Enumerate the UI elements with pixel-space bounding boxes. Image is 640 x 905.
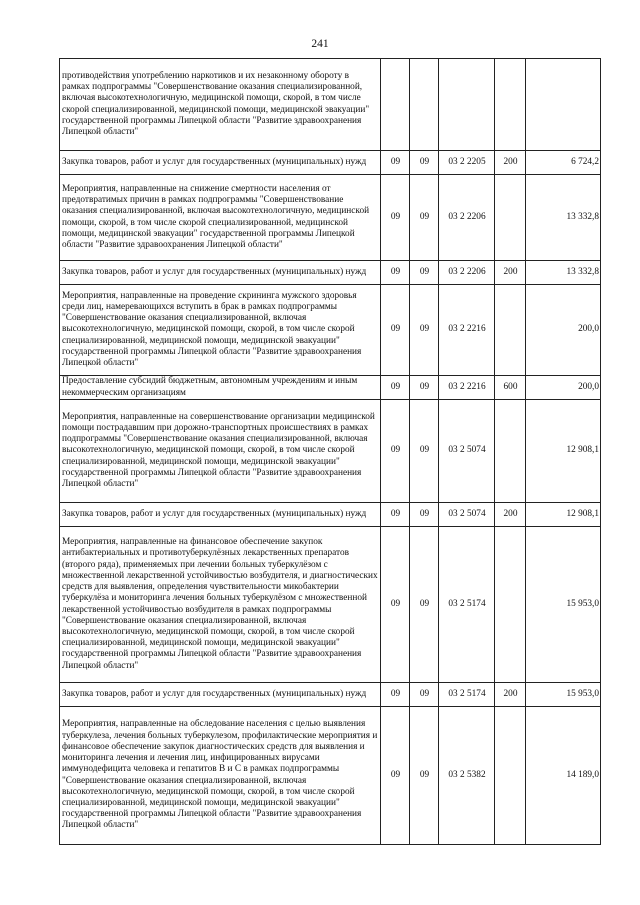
- expense-type-code: 200: [495, 261, 526, 285]
- amount: 200,0: [526, 376, 601, 400]
- row-description: Мероприятия, направленные на снижение смертности населения от предотвратимых причин в рамках подпрограммы "Совершенствование оказания специализированной, включая высокотехнологичную, медицинской помощи, скорой, в том числе скорой специализированной, медицинской помощи, медицинской эвакуации" государственной программы Липецкой области "Развитие здравоохранения Липецкой области": [60, 175, 381, 261]
- budget-table: [59, 58, 601, 845]
- subsection-code: 09: [410, 261, 439, 285]
- section-code: 09: [381, 527, 410, 683]
- amount: 14 189,0: [526, 707, 601, 845]
- expense-type-code: [495, 707, 526, 845]
- subsection-code: 09: [410, 683, 439, 707]
- row-description: Закупка товаров, работ и услуг для государственных (муниципальных) нужд: [60, 261, 381, 285]
- section-code: [381, 59, 410, 151]
- target-article-code: 03 2 5382: [439, 707, 495, 845]
- table-row: [60, 261, 601, 285]
- section-code: 09: [381, 400, 410, 503]
- table-row: [60, 707, 601, 845]
- target-article-code: 03 2 2205: [439, 151, 495, 175]
- amount: [526, 59, 601, 151]
- target-article-code: [439, 59, 495, 151]
- table-row: [60, 59, 601, 151]
- amount: 15 953,0: [526, 683, 601, 707]
- section-code: 09: [381, 683, 410, 707]
- amount: 12 908,1: [526, 400, 601, 503]
- row-description: Закупка товаров, работ и услуг для государственных (муниципальных) нужд: [60, 683, 381, 707]
- page-number: 241: [311, 38, 329, 50]
- expense-type-code: 200: [495, 683, 526, 707]
- table-row: [60, 683, 601, 707]
- amount: 6 724,2: [526, 151, 601, 175]
- subsection-code: 09: [410, 285, 439, 376]
- expense-type-code: [495, 59, 526, 151]
- section-code: 09: [381, 376, 410, 400]
- subsection-code: 09: [410, 503, 439, 527]
- row-description: Мероприятия, направленные на финансовое обеспечение закупок антибактериальных и противотуберкулёзных лекарственных препаратов (второго ряда), применяемых при лечении больных туберкулёзом с множественной лекарственной устойчивостью возбудителя, и диагностических средств для выявления, определения чувствительности микобактерии туберкулёза и мониторинга лечения больных туберкулёзом с множественной лекарственной устойчивостью возбудителя в рамках подпрограммы "Совершенствование оказания специализированной, включая высокотехнологичную, медицинской помощи, скорой, в том числе скорой специализированной, медицинской помощи, медицинской эвакуации" государственной программы Липецкой области "Развитие здравоохранения Липецкой области": [60, 527, 381, 683]
- expense-type-code: 200: [495, 503, 526, 527]
- budget-table-body: [60, 59, 601, 845]
- row-description: Закупка товаров, работ и услуг для государственных (муниципальных) нужд: [60, 503, 381, 527]
- amount: 15 953,0: [526, 527, 601, 683]
- target-article-code: 03 2 5174: [439, 527, 495, 683]
- subsection-code: 09: [410, 400, 439, 503]
- row-description: Мероприятия, направленные на обследование населения с целью выявления туберкулеза, лечения больных туберкулезом, профилактические мероприятия и финансовое обеспечение закупок диагностических средств для выявления и мониторинга лечения и лечения лиц, инфицированных вирусами иммунодефицита человека и гепатитов B и C в рамках подпрограммы "Совершенствование оказания специализированной, включая высокотехнологичную, медицинской помощи, скорой, в том числе скорой специализированной, медицинской помощи, медицинской эвакуации" государственной программы Липецкой области "Развитие здравоохранения Липецкой области": [60, 707, 381, 845]
- expense-type-code: 200: [495, 151, 526, 175]
- target-article-code: 03 2 5074: [439, 503, 495, 527]
- subsection-code: 09: [410, 175, 439, 261]
- section-code: 09: [381, 175, 410, 261]
- subsection-code: [410, 59, 439, 151]
- expense-type-code: [495, 285, 526, 376]
- row-description: противодействия употреблению наркотиков и их незаконному обороту в рамках подпрограммы "Совершенствование оказания специализированной, включая высокотехнологичную, медицинской помощи, скорой, в том числе скорой специализированной, медицинской помощи, медицинской эвакуации" государственной программы Липецкой области "Развитие здравоохранения Липецкой области": [60, 59, 381, 151]
- section-code: 09: [381, 151, 410, 175]
- subsection-code: 09: [410, 151, 439, 175]
- table-row: [60, 175, 601, 261]
- expense-type-code: 600: [495, 376, 526, 400]
- row-description: Мероприятия, направленные на проведение скрининга мужского здоровья среди лиц, намеревающихся вступить в брак в рамках подпрограммы "Совершенствование оказания специализированной, включая высокотехнологичную, медицинской помощи, скорой, в том числе скорой специализированной, медицинской помощи, медицинской эвакуации" государственной программы Липецкой области "Развитие здравоохранения Липецкой области": [60, 285, 381, 376]
- target-article-code: 03 2 5074: [439, 400, 495, 503]
- row-description: Мероприятия, направленные на совершенствование организации медицинской помощи пострадавшим при дорожно-транспортных происшествиях в рамках подпрограммы "Совершенствование оказания специализированной, включая высокотехнологичную, медицинской помощи, скорой, в том числе скорой специализированной, медицинской помощи, медицинской эвакуации" государственной программы Липецкой области "Развитие здравоохранения Липецкой области": [60, 400, 381, 503]
- table-row: [60, 376, 601, 400]
- row-description: Закупка товаров, работ и услуг для государственных (муниципальных) нужд: [60, 151, 381, 175]
- section-code: 09: [381, 503, 410, 527]
- amount: 12 908,1: [526, 503, 601, 527]
- row-description: Предоставление субсидий бюджетным, автономным учреждениям и иным некоммерческим организациям: [60, 376, 381, 400]
- target-article-code: 03 2 2216: [439, 285, 495, 376]
- subsection-code: 09: [410, 376, 439, 400]
- subsection-code: 09: [410, 527, 439, 683]
- table-row: [60, 151, 601, 175]
- table-row: [60, 527, 601, 683]
- target-article-code: 03 2 5174: [439, 683, 495, 707]
- subsection-code: 09: [410, 707, 439, 845]
- expense-type-code: [495, 527, 526, 683]
- section-code: 09: [381, 285, 410, 376]
- expense-type-code: [495, 175, 526, 261]
- section-code: 09: [381, 261, 410, 285]
- table-row: [60, 400, 601, 503]
- section-code: 09: [381, 707, 410, 845]
- target-article-code: 03 2 2206: [439, 175, 495, 261]
- table-row: [60, 503, 601, 527]
- table-row: [60, 285, 601, 376]
- amount: 200,0: [526, 285, 601, 376]
- amount: 13 332,8: [526, 175, 601, 261]
- target-article-code: 03 2 2216: [439, 376, 495, 400]
- expense-type-code: [495, 400, 526, 503]
- amount: 13 332,8: [526, 261, 601, 285]
- target-article-code: 03 2 2206: [439, 261, 495, 285]
